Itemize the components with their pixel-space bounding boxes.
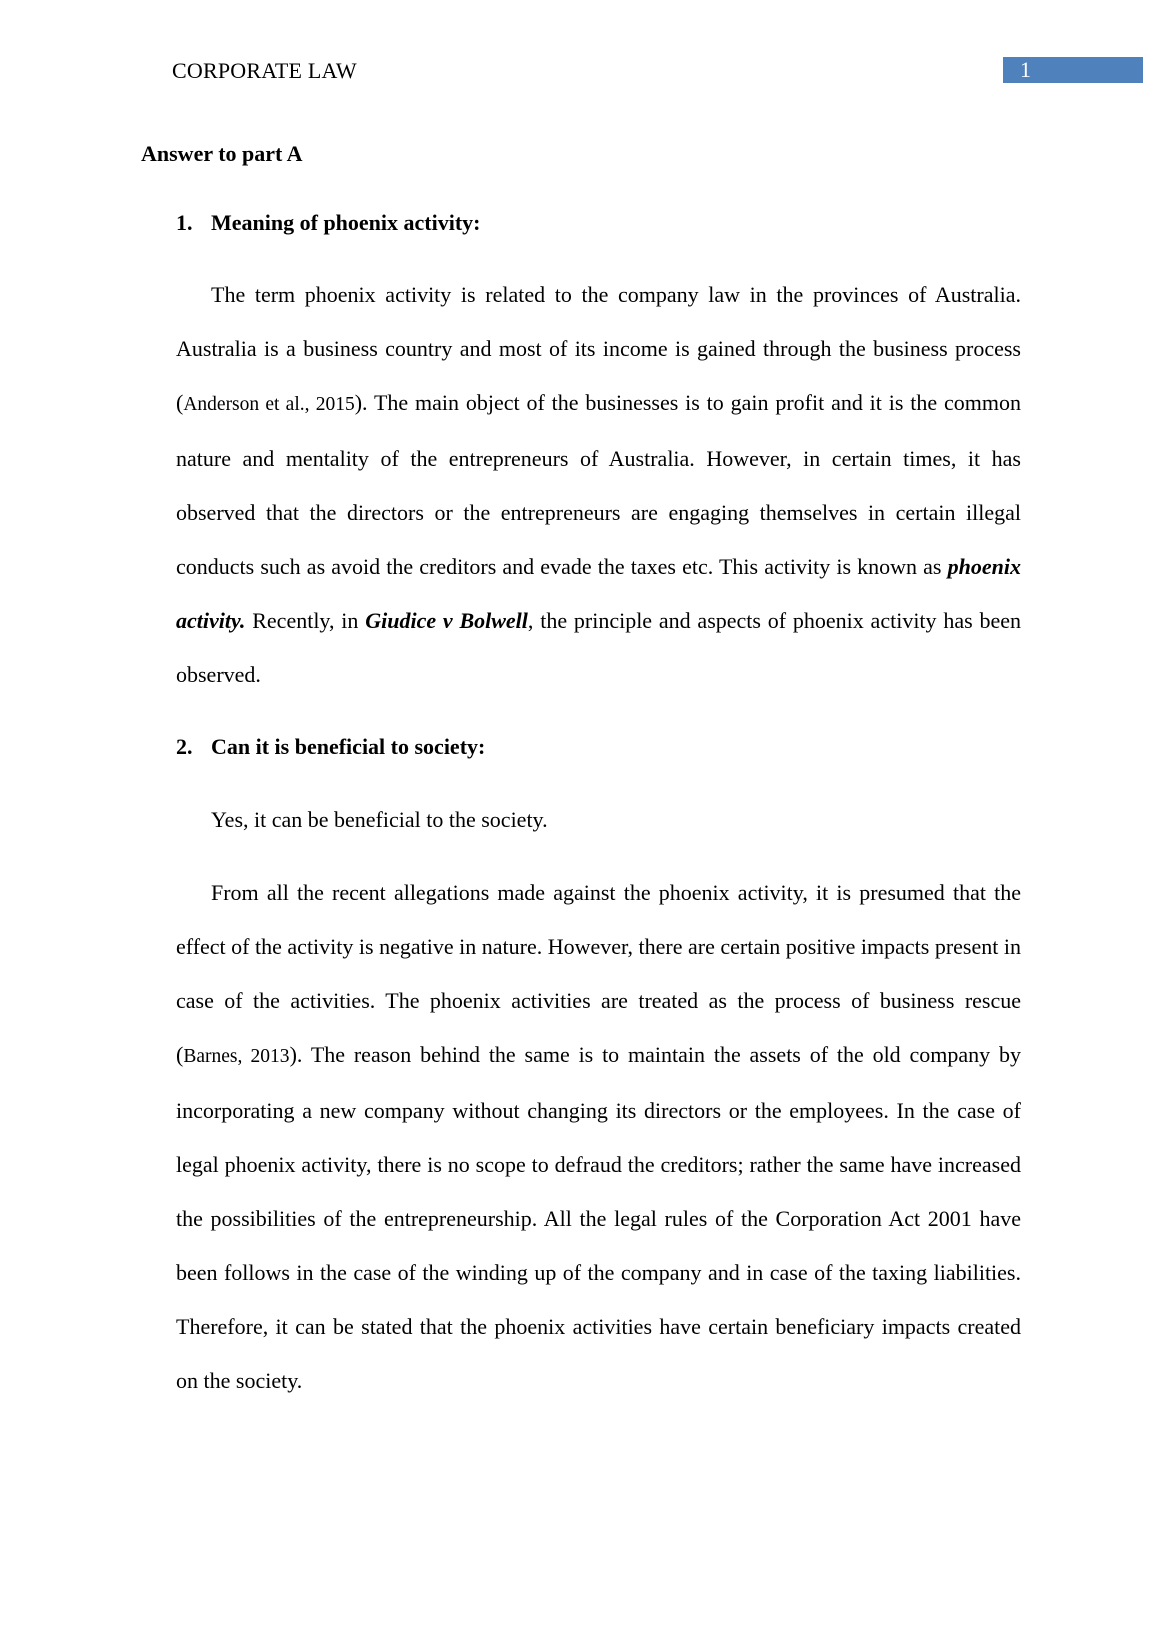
header-title: CORPORATE LAW [172,58,357,83]
paragraph-1-text-d: , the principle and aspects of phoenix activity has been observed. [176,608,1021,687]
paragraph-beneficial [176,866,1021,1408]
section-title: Answer to part A [141,141,303,166]
answer-line: Yes, it can be beneficial to the society. [211,807,548,832]
question-number-1: 1. [176,210,193,235]
citation-barnes: Barnes, 2013 [183,1046,290,1067]
question-title-2: Can it is beneficial to society: [211,734,486,759]
case-name: Giudice v Bolwell [365,608,528,633]
page-number-box [1003,57,1143,83]
question-number-2: 2. [176,734,193,759]
paragraph-phoenix-meaning [176,268,1021,702]
paragraph-1-text-a: The term phoenix activity is related to the company law in the provinces of Australia. Australia is a business country and most of its income is gained through the business process ( [176,282,1021,415]
paragraph-1-text-b: ). The main object of the businesses is to gain profit and it is the common nature and mentality of the entrepreneurs of Australia. However, in certain times, it has observed that the directors or the entrepreneurs are engaging themselves in certain illegal conducts such as avoid the creditors and evade the taxes etc. This activity is known as [176,390,1021,579]
question-title-1: Meaning of phoenix activity: [211,210,481,235]
term-phoenix-activity: phoenix activity. [176,554,1021,633]
paragraph-2-text-a: From all the recent allegations made against the phoenix activity, it is presumed that the effect of the activity is negative in nature. However, there are certain positive impacts present in case of the activities. The phoenix activities are treated as the process of business rescue ( [176,880,1021,1067]
paragraph-1-text-c: Recently, in [245,608,366,633]
question-heading-1 [176,209,481,237]
paragraph-2-text-b: ). The reason behind the same is to maintain the assets of the old company by incorporating a new company without changing its directors or the employees. In the case of legal phoenix activity, there is no scope to defraud the creditors; rather the same have increased the possibilities of the entrepreneurship. All the legal rules of the Corporation Act 2001 have been follows in the case of the winding up of the company and in case of the taxing liabilities. Therefore, it can be stated that the phoenix activities have certain beneficiary impacts created on the society. [176,1042,1021,1393]
question-heading-2 [176,733,485,761]
page-number: 1 [1020,57,1031,82]
citation-anderson: Anderson et al., 2015 [183,394,355,415]
